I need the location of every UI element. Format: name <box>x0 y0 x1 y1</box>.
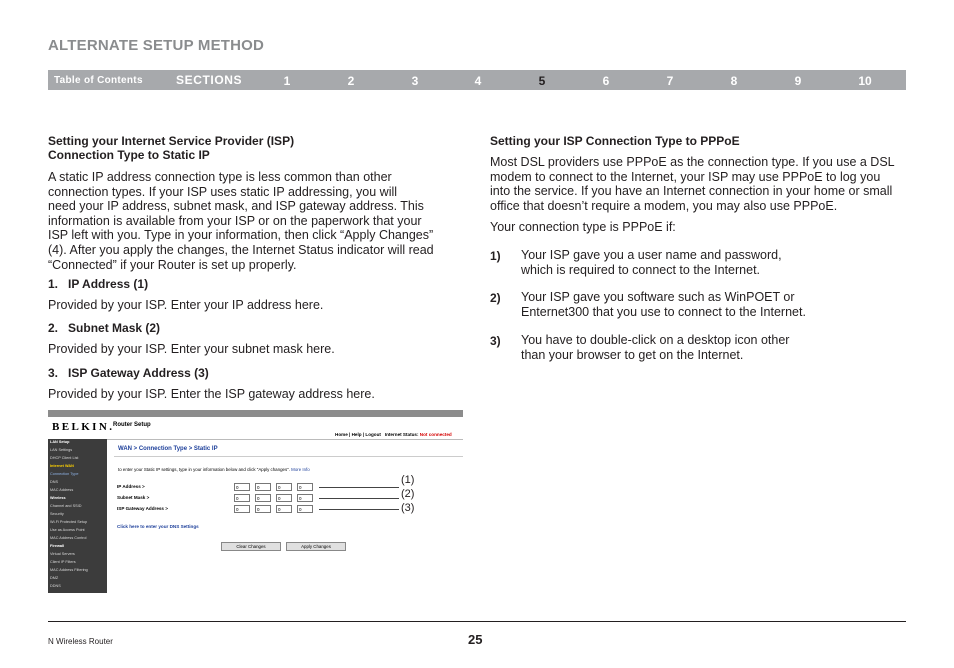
footer-rule <box>48 621 906 622</box>
item-line: You have to double-click on a desktop icon other <box>521 333 790 347</box>
section-navbar <box>48 70 906 90</box>
section-link-7[interactable]: 7 <box>666 74 674 88</box>
sidebar-item: Internet WAN <box>50 464 74 468</box>
pppoe-item-2-text <box>521 290 806 319</box>
static-ip-heading-line2: Connection Type to Static IP <box>48 148 210 162</box>
router-setup-screenshot <box>48 410 463 593</box>
top-links <box>335 432 452 437</box>
screenshot-top-bar <box>48 410 463 417</box>
step-number: 2. <box>48 321 59 335</box>
intro-line: into the service. If you have an Internet connection in your home or small <box>490 184 893 199</box>
section-link-6[interactable]: 6 <box>602 74 610 88</box>
pppoe-item-1-number: 1) <box>490 249 501 263</box>
gateway-octet-box: 0 <box>234 505 250 513</box>
screenshot-intro <box>118 467 310 472</box>
step-title: IP Address (1) <box>68 277 149 291</box>
ip-octet-box: 0 <box>276 483 292 491</box>
step-3-heading <box>48 366 209 380</box>
ip-octet-box: 0 <box>234 483 250 491</box>
sidebar-item: MAC Address Filtering <box>50 568 88 572</box>
clear-changes-button: Clear Changes <box>221 542 281 551</box>
section-link-5[interactable]: 5 <box>538 74 546 88</box>
step-1-description: Provided by your ISP. Enter your IP address here. <box>48 298 324 312</box>
ip-octet-box: 0 <box>297 483 313 491</box>
sidebar-item: LAN Setup <box>50 440 70 444</box>
callout-line-1 <box>319 487 399 488</box>
item-line: than your browser to get on the Internet. <box>521 347 744 362</box>
sidebar-item: Connection Type <box>50 472 79 476</box>
pppoe-item-1-text <box>521 248 782 277</box>
home-help-logout-links: Home | Help | Logout <box>335 432 381 437</box>
gateway-octet-box: 0 <box>297 505 313 513</box>
screenshot-sidebar <box>48 439 107 593</box>
pppoe-item-3-text <box>521 333 789 362</box>
table-of-contents-link[interactable]: Table of Contents <box>54 75 143 86</box>
ip-address-label: IP Address > <box>117 484 145 489</box>
sidebar-item: DMZ <box>50 576 59 580</box>
sidebar-item: Wireless <box>50 496 66 500</box>
pppoe-item-2-number: 2) <box>490 291 501 305</box>
item-line: Your ISP gave you software such as WinPOET or <box>521 290 795 304</box>
sidebar-item: DDNS <box>50 584 61 588</box>
more-info-link: More Info <box>291 467 310 472</box>
callout-line-3 <box>319 509 399 510</box>
step-number: 1. <box>48 277 59 291</box>
dns-settings-link: Click here to enter your DNS Settings <box>117 524 199 529</box>
belkin-logo: BELKIN. <box>52 421 115 433</box>
step-1-heading <box>48 277 148 291</box>
intro-line: need your IP address, subnet mask, and ISP gateway address. This <box>48 199 424 214</box>
subnet-octet-box: 0 <box>297 494 313 502</box>
pppoe-item-3-number: 3) <box>490 334 501 348</box>
intro-line: (4). After you apply the changes, the Internet Status indicator will read <box>48 242 434 257</box>
sidebar-item: DHCP Client List <box>50 456 79 460</box>
pppoe-heading: Setting your ISP Connection Type to PPPoE <box>490 134 740 148</box>
screenshot-intro-text: to enter your Static IP settings, type in your information below and click "Apply changes". <box>118 467 290 472</box>
sidebar-item: Security <box>50 512 64 516</box>
sidebar-item: Virtual Servers <box>50 552 75 556</box>
screenshot-divider <box>107 439 463 440</box>
sidebar-item: Firewall <box>50 544 65 548</box>
intro-line: office that doesn’t require a modem, you may also use PPPoE. <box>490 198 838 213</box>
sidebar-item: Client IP Filters <box>50 560 76 564</box>
apply-changes-button: Apply Changes <box>286 542 346 551</box>
sections-label: SECTIONS <box>176 73 243 87</box>
pppoe-intro <box>490 155 906 213</box>
item-line: Enternet300 that you use to connect to the Internet. <box>521 304 806 319</box>
step-title: ISP Gateway Address (3) <box>68 366 209 380</box>
item-line: which is required to connect to the Internet. <box>521 262 761 277</box>
step-number: 3. <box>48 366 59 380</box>
sidebar-item: LAN Settings <box>50 448 73 452</box>
page-number: 25 <box>468 632 483 647</box>
intro-line: “Connected” if your Router is set up properly. <box>48 257 297 272</box>
intro-line: ISP left with you. Type in your information, then click “Apply Changes” <box>48 228 434 243</box>
item-line: Your ISP gave you a user name and password, <box>521 248 782 262</box>
callout-label-3: (3) <box>401 502 415 514</box>
internet-status-value: Not connected <box>419 432 452 437</box>
section-link-8[interactable]: 8 <box>730 74 738 88</box>
router-setup-title: Router Setup <box>113 422 151 428</box>
step-3-description: Provided by your ISP. Enter the ISP gateway address here. <box>48 387 375 401</box>
intro-line: connection types. If your ISP uses static IP addressing, you will <box>48 184 398 199</box>
sidebar-item: Wi-Fi Protected Setup <box>50 520 88 524</box>
step-2-heading <box>48 321 160 335</box>
footer-product-name: N Wireless Router <box>48 637 113 646</box>
step-2-description: Provided by your ISP. Enter your subnet mask here. <box>48 342 335 356</box>
isp-gateway-label: ISP Gateway Address > <box>117 506 168 511</box>
gateway-octet-box: 0 <box>255 505 271 513</box>
internet-status-label: Internet Status: <box>384 432 419 437</box>
subnet-octet-box: 0 <box>276 494 292 502</box>
intro-line: modem to connect to the Internet, your ISP may use PPPoE to log you <box>490 169 881 184</box>
intro-line: Most DSL providers use PPPoE as the connection type. If you use a DSL <box>490 155 895 169</box>
callout-label-1: (1) <box>401 474 415 486</box>
sidebar-item: Use as Access Point <box>50 528 85 532</box>
sidebar-item: MAC Address <box>50 488 74 492</box>
ip-octet-box: 0 <box>255 483 271 491</box>
intro-line: A static IP address connection type is less common than other <box>48 170 392 184</box>
sidebar-item: Channel and SSID <box>50 504 82 508</box>
sidebar-item: DNS <box>50 480 59 484</box>
section-title: ALTERNATE SETUP METHOD <box>48 37 265 54</box>
sidebar-item: MAC Address Control <box>50 536 87 540</box>
intro-line: information is available from your ISP or on the paperwork that your <box>48 213 422 228</box>
section-link-9[interactable]: 9 <box>794 74 802 88</box>
screenshot-divider <box>114 456 463 457</box>
section-link-4[interactable]: 4 <box>474 74 482 88</box>
step-title: Subnet Mask (2) <box>68 321 161 335</box>
section-link-2[interactable]: 2 <box>347 74 355 88</box>
gateway-octet-box: 0 <box>276 505 292 513</box>
static-ip-heading <box>48 134 294 162</box>
subnet-mask-label: Subnet Mask > <box>117 495 150 500</box>
static-ip-intro <box>48 170 458 272</box>
subnet-octet-box: 0 <box>234 494 250 502</box>
section-link-10[interactable]: 10 <box>858 74 872 88</box>
subnet-octet-box: 0 <box>255 494 271 502</box>
callout-label-2: (2) <box>401 488 415 500</box>
callout-line-2 <box>319 498 399 499</box>
screenshot-breadcrumb: WAN > Connection Type > Static IP <box>118 446 218 452</box>
section-link-3[interactable]: 3 <box>411 74 419 88</box>
section-link-1[interactable]: 1 <box>283 74 291 88</box>
pppoe-lead: Your connection type is PPPoE if: <box>490 220 676 234</box>
static-ip-heading-line1: Setting your Internet Service Provider (ISP) <box>48 134 295 148</box>
